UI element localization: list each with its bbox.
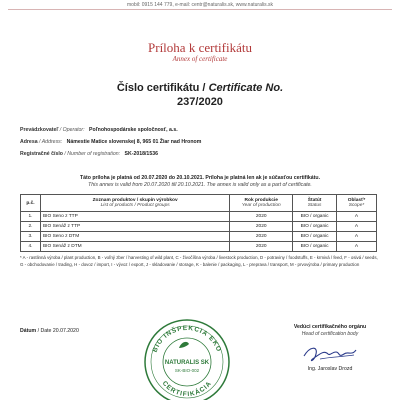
cell-no: 4.: [21, 242, 41, 252]
cell-scope: A: [337, 242, 377, 252]
cell-no: 2.: [21, 222, 41, 232]
operator-value: Poľnohospodárske spoločnosť, a.s.: [89, 127, 178, 133]
validity-text-sk: Táto príloha je platná od 20.07.2020 do 20.10.2021. Príloha je platná len ak je súčasťou certifikátu.: [79, 175, 321, 181]
table-row: [21, 242, 377, 252]
cell-scope: A: [337, 232, 377, 242]
header-status: Štatút Status: [293, 195, 337, 212]
cell-product: BIO Senáž z TTP: [40, 222, 229, 232]
header-year: Rok produkcie Year of production: [230, 195, 293, 212]
cell-product: BIO Seno z DTM: [40, 232, 229, 242]
signer-name: Ing. Jaroslav Drozd: [307, 366, 353, 372]
cell-product: BIO Senáž z DTM: [40, 242, 229, 252]
page-title: Príloha k certifikátu: [148, 40, 252, 55]
registration-value: SK-2018/1536: [124, 151, 158, 157]
certificate-label-en: Certificate No.: [208, 82, 284, 94]
certificate-label-sk: Číslo certifikátu /: [116, 82, 209, 94]
naturalis-seal-icon: [143, 318, 231, 400]
address-value: Námestie Matice slovenskej 8, 965 01 Žiar nad Hronom: [66, 139, 202, 145]
cell-status: BIO / organic: [293, 232, 337, 242]
seal-bottom-text: CERTIFIKÁCIA: [160, 379, 214, 399]
table-row: [21, 212, 377, 222]
cell-year: 2020: [230, 232, 293, 242]
address-row: [20, 139, 201, 145]
handwritten-signature: [300, 342, 360, 364]
registration-row: [20, 151, 158, 157]
cell-year: 2020: [230, 242, 293, 252]
table-row: [21, 232, 377, 242]
validity-text-en: This annex is valid from 20.07.2020 till 20.10.2021. The annex is valid only as a part of certificate.: [88, 182, 312, 188]
signature-title-sk: Vedúci certifikačného orgánu: [293, 324, 367, 330]
page-subtitle: Annex of certificate: [172, 55, 228, 63]
address-label: Adresa / Address:: [20, 139, 63, 145]
table-row: [21, 222, 377, 232]
operator-label: Prevádzkovateľ / Operator:: [20, 127, 85, 133]
table-header-row: [21, 195, 377, 212]
cell-no: 1.: [21, 212, 41, 222]
seal-code-text: SK-BIO-002: [174, 368, 200, 373]
seal-center-text: NATURALIS SK: [164, 360, 210, 366]
header-divider: [8, 9, 392, 10]
operator-row: [20, 127, 178, 133]
cell-status: BIO / organic: [293, 212, 337, 222]
svg-text:BIO INŠPEKCIA EKO: [152, 325, 223, 354]
registration-label: Registračné číslo / Number of registration:: [20, 151, 121, 157]
header-no: p.č.: [21, 195, 41, 212]
products-table: [20, 194, 377, 252]
contact-line: mobil: 0915 144 779, e-mail: centr@naturalis.sk, www.naturalis.sk: [127, 2, 273, 8]
header-scope: Oblasť* Scope*: [337, 195, 377, 212]
cell-year: 2020: [230, 212, 293, 222]
signature-title-en: Head of certification body: [301, 331, 359, 337]
certificate-number: 237/2020: [177, 96, 223, 108]
certificate-label: [0, 82, 400, 94]
svg-text:CERTIFIKÁCIA: [161, 380, 214, 398]
cell-status: BIO / organic: [293, 242, 337, 252]
cell-no: 3.: [21, 232, 41, 242]
cell-scope: A: [337, 222, 377, 232]
header-product: Zoznam produktov / skupín výrobkov List of products / Product groups: [40, 195, 229, 212]
seal-top-text: BIO INŠPEKCIA EKO: [151, 324, 223, 354]
cell-product: BIO Seno z TTP: [40, 212, 229, 222]
cell-scope: A: [337, 212, 377, 222]
cell-status: BIO / organic: [293, 222, 337, 232]
cell-year: 2020: [230, 222, 293, 232]
issue-date: Dátum / Date 20.07.2020: [20, 328, 79, 334]
scope-legend: * A - rastlinná výroba / plant production, B - voľný zber / harvesting of wild plant, C - živočíšna výroba / livestock production, D - potraviny / foodstuffs, E - krmivá / feed, F - osivá / seeds, G - obchodovanie / trading, H - dovoz / import, I - vývoz / export, J - skladovanie / storage, K - balenie / packaging, L - preprava / transport, M - prvovýroba / primary production: [20, 255, 378, 267]
